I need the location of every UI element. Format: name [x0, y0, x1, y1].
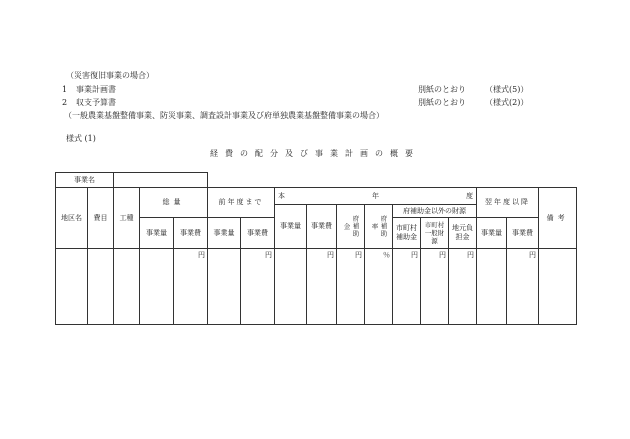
project-name-label: 事業名 [56, 173, 114, 188]
muni-subsidy-header: 市町村補助金 [393, 218, 421, 249]
remarks-header: 備考 [539, 188, 577, 249]
district-cell[interactable] [56, 249, 88, 325]
item1-name: 事業計画書 [76, 85, 116, 94]
prev-qty-header: 事業量 [208, 218, 241, 249]
work-type-header: 工種 [114, 188, 140, 249]
item2-form: （様式(2)） [485, 98, 529, 107]
next-cost-cell[interactable]: 円 [507, 249, 539, 325]
next-year-header: 翌年度以降 [477, 188, 539, 218]
total-cost-header: 事業費 [174, 218, 208, 249]
item1-number: 1 [62, 85, 68, 94]
this-year-qty-header: 事業量 [275, 205, 307, 249]
muni-general-header: 市町村一般財源 [421, 218, 449, 249]
scope-note: （一般農業基盤整備事業、防災事業、調査設計事業及び府単独農業基盤整備事業の場合） [64, 111, 384, 120]
expense-item-cell[interactable] [88, 249, 114, 325]
item2-number: 2 [62, 98, 68, 107]
pref-subsidy-header: 府補助金 [337, 205, 365, 249]
item1-form: （様式(5)） [485, 85, 529, 94]
local-burden-cell[interactable]: 円 [449, 249, 477, 325]
total-qty-header: 事業量 [140, 218, 174, 249]
project-name-field[interactable] [114, 173, 208, 188]
muni-general-cell[interactable]: 円 [421, 249, 449, 325]
other-sources-header: 府補助金以外の財源 [393, 205, 477, 218]
item2-ref: 別紙のとおり [418, 98, 466, 107]
expense-item-header: 費目 [88, 188, 114, 249]
muni-subsidy-cell[interactable]: 円 [393, 249, 421, 325]
this-year-cost-cell[interactable]: 円 [307, 249, 337, 325]
item2-name: 収支予算書 [76, 98, 116, 107]
pref-rate-header: 府補助率 [365, 205, 393, 249]
work-type-cell[interactable] [114, 249, 140, 325]
next-qty-cell[interactable] [477, 249, 507, 325]
prev-qty-cell[interactable] [208, 249, 241, 325]
total-header: 総量 [140, 188, 208, 218]
prev-year-header: 前年度まで [208, 188, 275, 218]
total-cost-cell[interactable]: 円 [174, 249, 208, 325]
cost-allocation-table [55, 172, 577, 325]
this-year-cost-header: 事業費 [307, 205, 337, 249]
local-burden-header: 地元負担金 [449, 218, 477, 249]
form-label: 様式 (1) [66, 134, 96, 143]
remarks-cell[interactable] [539, 249, 577, 325]
next-qty-header: 事業量 [477, 218, 507, 249]
this-year-header: 本 年 度 [275, 188, 477, 205]
this-year-qty-cell[interactable] [275, 249, 307, 325]
case-label: （災害復旧事業の場合） [66, 71, 154, 80]
district-header: 地区名 [56, 188, 88, 249]
total-qty-cell[interactable] [140, 249, 174, 325]
pref-rate-cell[interactable]: ％ [365, 249, 393, 325]
pref-subsidy-cell[interactable]: 円 [337, 249, 365, 325]
prev-cost-cell[interactable]: 円 [241, 249, 275, 325]
page-title: 経費の配分及び事業計画の概要 [210, 149, 420, 158]
table-row [56, 249, 577, 325]
prev-cost-header: 事業費 [241, 218, 275, 249]
next-cost-header: 事業費 [507, 218, 539, 249]
item1-ref: 別紙のとおり [418, 85, 466, 94]
